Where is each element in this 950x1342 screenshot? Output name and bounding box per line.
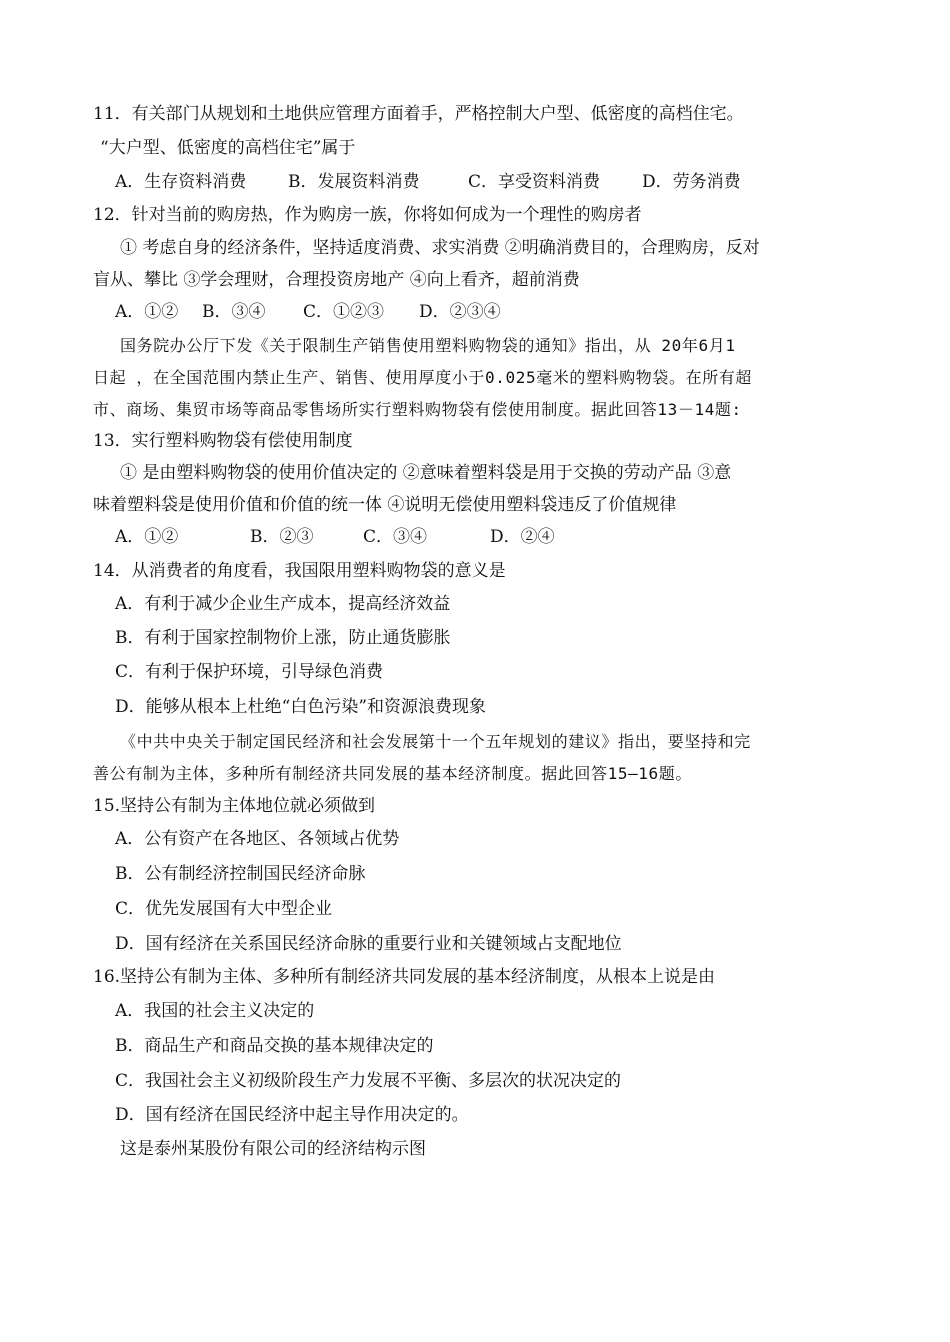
q11-stem-line1: 11．有关部门从规划和土地供应管理方面着手，严格控制大户型、低密度的高档住宅。 [93, 104, 744, 124]
q12-option-b: B．③④ [202, 302, 266, 322]
q11-stem-line2: “大户型、低密度的高档住宅”属于 [100, 138, 356, 158]
q13-option-d: D．②④ [490, 527, 555, 547]
q11-option-a: A．生存资料消费 [115, 172, 247, 192]
q13-option-b: B．②③ [250, 527, 314, 547]
q12-items-line1: ① 考虑自身的经济条件，坚持适度消费、求实消费 ②明确消费目的，合理购房，反对 [120, 238, 760, 258]
q15-option-a: A．公有资产在各地区、各领域占优势 [115, 829, 400, 849]
q12-option-c: C．①②③ [303, 302, 385, 322]
q14-option-d: D．能够从根本上杜绝“白色污染”和资源浪费现象 [115, 697, 487, 717]
q16-stem: 16.坚持公有制为主体、多种所有制经济共同发展的基本经济制度，从根本上说是由 [93, 967, 716, 987]
q13-option-a: A．①② [115, 527, 179, 547]
q14-option-b: B．有利于国家控制物价上涨，防止通货膨胀 [115, 628, 451, 648]
q12-stem: 12．针对当前的购房热，作为购房一族，你将如何成为一个理性的购房者 [93, 205, 642, 225]
q11-option-c: C．享受资料消费 [468, 172, 601, 192]
q13-stem: 13．实行塑料购物袋有偿使用制度 [93, 431, 353, 451]
q13-items-line1: ① 是由塑料购物袋的使用价值决定的 ②意味着塑料袋是用于交换的劳动产品 ③意 [120, 463, 732, 483]
material1-line3: 市、商场、集贸市场等商品零售场所实行塑料购物袋有偿使用制度。据此回答13－14题: [93, 400, 742, 419]
q16-option-d: D．国有经济在国民经济中起主导作用决定的。 [115, 1105, 469, 1125]
q12-option-d: D．②③④ [419, 302, 501, 322]
q13-items-line2: 味着塑料袋是使用价值和价值的统一体 ④说明无偿使用塑料袋违反了价值规律 [93, 495, 677, 515]
q14-stem: 14．从消费者的角度看，我国限用塑料购物袋的意义是 [93, 561, 506, 581]
material1-line2: 日起 ，在全国范围内禁止生产、销售、使用厚度小于0.025毫米的塑料购物袋。在所有超 [93, 368, 752, 387]
q15-option-c: C．优先发展国有大中型企业 [115, 899, 333, 919]
q11-option-b: B．发展资料消费 [288, 172, 420, 192]
q12-items-line2: 盲从、攀比 ③学会理财，合理投资房地产 ④向上看齐，超前消费 [93, 270, 580, 290]
q16-option-a: A．我国的社会主义决定的 [115, 1001, 315, 1021]
q15-stem: 15.坚持公有制为主体地位就必须做到 [93, 796, 376, 816]
q11-option-d: D．劳务消费 [642, 172, 741, 192]
q16-option-c: C．我国社会主义初级阶段生产力发展不平衡、多层次的状况决定的 [115, 1071, 622, 1091]
q12-option-a: A．①② [115, 302, 179, 322]
material2-line2: 善公有制为主体，多种所有制经济共同发展的基本经济制度。据此回答15—16题。 [93, 764, 692, 783]
q13-option-c: C．③④ [363, 527, 428, 547]
q15-option-d: D．国有经济在关系国民经济命脉的重要行业和关键领域占支配地位 [115, 934, 622, 954]
material1-line1: 国务院办公厅下发《关于限制生产销售使用塑料购物袋的通知》指出，从 20年6月1 [120, 336, 736, 355]
q16-option-b: B．商品生产和商品交换的基本规律决定的 [115, 1036, 434, 1056]
q14-option-c: C．有利于保护环境，引导绿色消费 [115, 662, 384, 682]
q15-option-b: B．公有制经济控制国民经济命脉 [115, 864, 366, 884]
q14-option-a: A．有利于减少企业生产成本，提高经济效益 [115, 594, 451, 614]
material2-line1: 《中共中央关于制定国民经济和社会发展第十一个五年规划的建议》指出，要坚持和完 [120, 732, 751, 751]
structure-diagram-caption: 这是泰州某股份有限公司的经济结构示图 [120, 1139, 426, 1159]
